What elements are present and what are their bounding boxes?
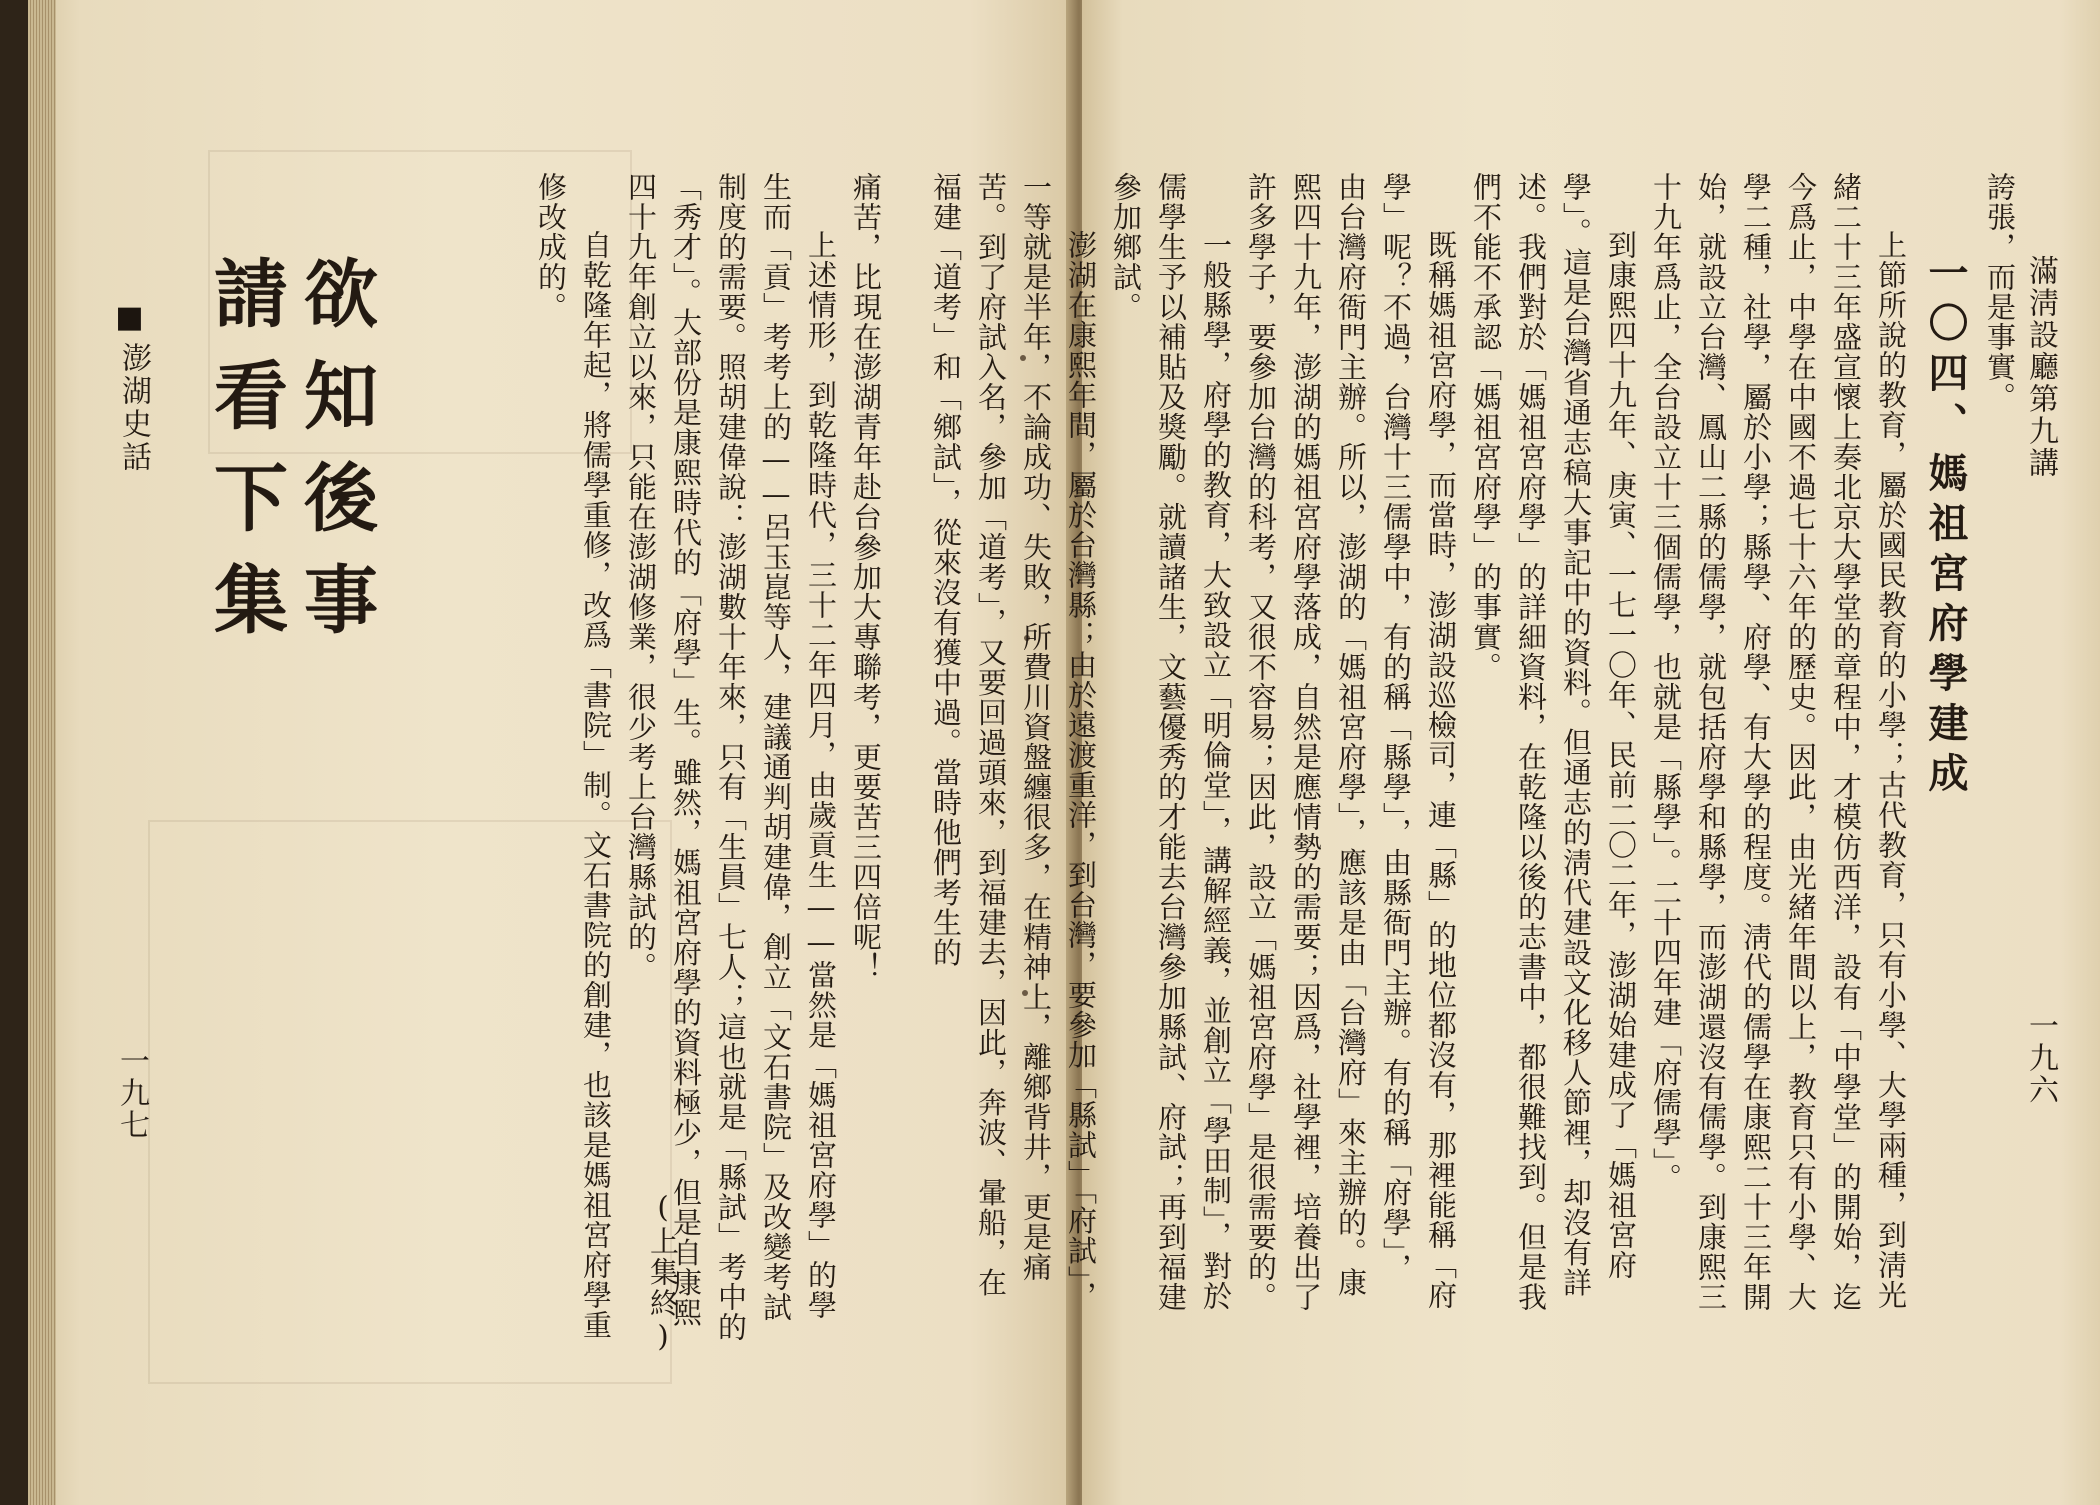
running-title: 滿淸設廳第九講	[2023, 255, 2058, 479]
continued-text: 誇張，而是事實。	[1983, 172, 2017, 412]
paragraph: 一般縣學，府學的教育，大致設立「明倫堂」，講解經義，並創立「學田制」，對於儒學生予以補貼及獎勵。就讀諸生，文藝優秀的才能去台灣參加縣試、府試；再到福建參加鄉試。	[1109, 172, 1233, 1312]
paragraph: 上節所說的教育，屬於國民教育的小學；古代教育，只有小學、大學兩種，到淸光緒二十三年盛宣懷上奏北京大學堂的章程中，才模仿西洋，設有「中學堂」的開始，迄今爲止，中學在中國不過七十六年的歷史。因此，由光緒年間以上，教育只有小學、大學二種，社學，屬於小學；縣學、府學、有大學的程度。淸代的儒學在康熙二十三年開始，就設立台灣、鳳山二縣的儒學，就包括府學和縣學，而澎湖還沒有儒學。到康熙三十九年爲止，全台設立十三個儒學，也就是「縣學」。二十四年建「府儒學」。	[1649, 172, 1908, 1312]
left-page	[28, 0, 1074, 1505]
right-page	[929, 0, 2100, 1505]
page-number: 一九七	[114, 1045, 149, 1141]
paragraph: 澎湖在康熙年間，屬於台灣縣；由於遠渡重洋，到台灣，要參加「縣試」「府試」，一等就是半年，不論成功、失敗，所費川資盤纏很多，在精神上，離鄉背井，更是痛苦。到了府試入名，參加「道考」，又要回過頭來，到福建去，因此，奔波、暈船，在福建「道考」和「鄉試」，從來沒有獲中過。當時他們考生的	[929, 172, 1098, 1311]
paragraph: 自乾隆年起，將儒學重修，改爲「書院」制。文石書院的創建，也該是媽祖宮府學重修改成的。	[534, 172, 613, 1340]
paragraph: 上述情形，到乾隆時代，三十二年四月，由歲貢生——當然是「媽祖宮府學」的學生而「貢」考考上的——呂玉崑等人，建議通判胡建偉，創立「文石書院」及改變考試制度的需要。照胡建偉說：澎湖數十年來，只有「生員」七人；這也就是「縣試」考中的「秀才」。大部份是康熙時代的「府學」生。雖然，媽祖宮府學的資料極少，但是自康熙四十九年創立以來，只能在澎湖修業，很少考上台灣縣試的。	[624, 172, 838, 1342]
paragraph: 痛苦，比現在澎湖青年赴台參加大專聯考，更要苦三四倍呢！	[849, 172, 883, 982]
notice-line-1: 欲知後事	[292, 255, 378, 663]
body-text-cont	[398, 172, 718, 1342]
paragraph: 到康熙四十九年、庚寅、一七一〇年、民前二〇二年，澎湖始建成了「媽祖宮府學」。這是台灣省通志稿大事記中的資料。但通志的淸代建設文化移人節裡，却沒有詳述。我們對於「媽祖宮府學」的詳細資料，在乾隆以後的志書中，都很難找到。但是我們不能不承認「媽祖宮府學」的事實。	[1469, 172, 1638, 1312]
running-title: 澎湖史話	[116, 342, 151, 474]
end-mark: (上集終)	[646, 1190, 680, 1355]
paragraph: 既稱媽祖宮府學，而當時，澎湖設巡檢司，連「縣」的地位都沒有，那裡能稱「府學」呢？不過，台灣十三儒學中，有的稱「縣學」，由縣衙門主辦。有的稱「府學」，由台灣府衙門主辦。所以，澎湖的「媽祖宮府學」，應該是由「台灣府」來主辦的。康熙四十九年，澎湖的媽祖宮府學落成，自然是應情勢的需要；因爲，社學裡，培養出了許多學子，要參加台灣的科考，又很不容易；因此，設立「媽祖宮府學」是很需要的。	[1244, 172, 1458, 1312]
notice-line-2: 請看下集	[202, 255, 288, 663]
body-text	[929, 172, 2022, 1312]
running-mark: ■	[112, 300, 147, 335]
page-number: 一九六	[2023, 1010, 2058, 1106]
page-edges	[28, 0, 56, 1505]
section-title: 一〇四、媽祖宮府學建成	[1922, 252, 1969, 802]
